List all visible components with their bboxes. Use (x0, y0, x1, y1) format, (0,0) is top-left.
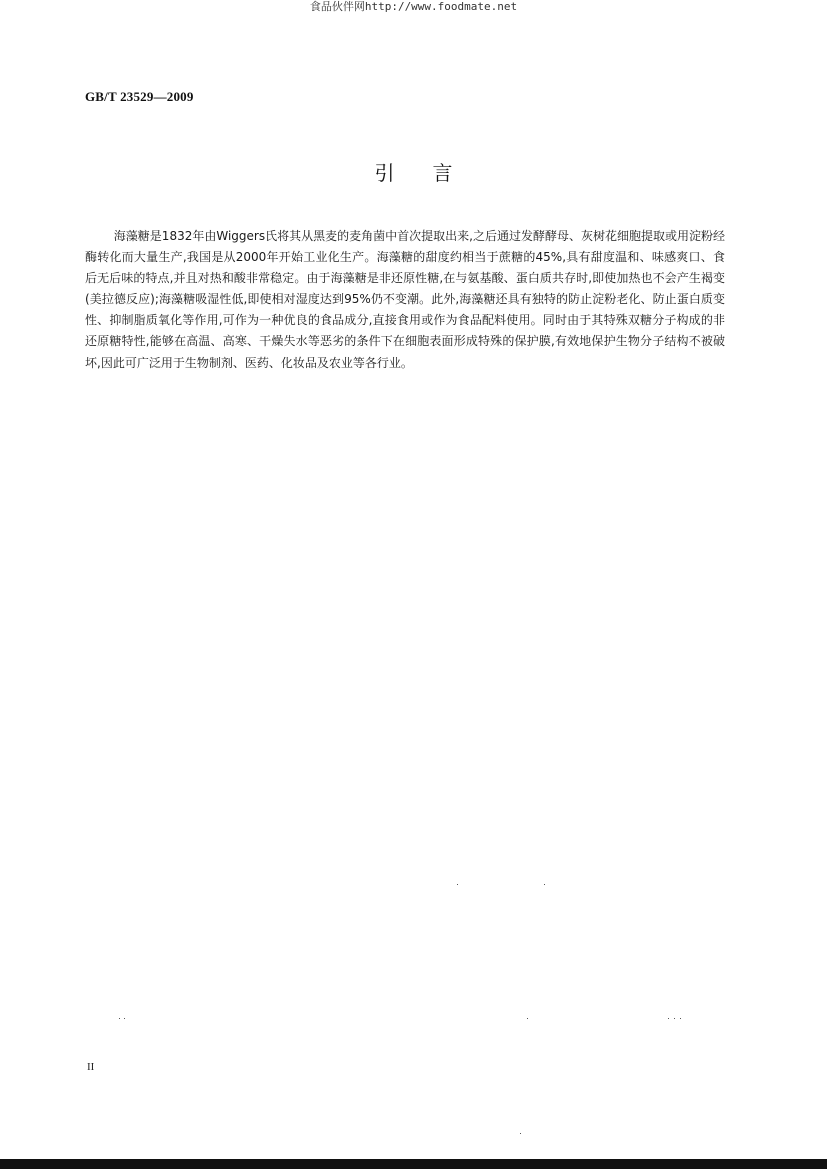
scan-edge (0, 1159, 827, 1169)
scan-speck (680, 1018, 681, 1019)
scan-speck (124, 1018, 125, 1019)
scan-speck (668, 1018, 669, 1019)
page-number: II (87, 1061, 95, 1073)
standard-number: GB/T 23529—2009 (85, 89, 194, 104)
scan-speck (119, 1018, 120, 1019)
scan-speck (674, 1018, 675, 1019)
scan-speck (457, 884, 458, 885)
body-paragraph: 海藻糖是1832年由Wiggers氏将其从黑麦的麦角菌中首次提取出来,之后通过发酵酵母、灰树花细胞提取或用淀粉经酶转化而大量生产,我国是从2000年开始工业化生产。海藻糖的甜度约相当于蔗糖的45%,具有甜度温和、味感爽口、食后无后味的特点,并且对热和酸非常稳定。由于海藻糖是非还原性糖,在与氨基酸、蛋白质共存时,即使加热也不会产生褐变(美拉德反应);海藻糖吸湿性低,即使相对湿度达到95%仍不变潮。此外,海藻糖还具有独特的防止淀粉老化、防止蛋白质变性、抑制脂质氧化等作用,可作为一种优良的食品成分,直接食用或作为食品配料使用。同时由于其特殊双糖分子构成的非还原糖特性,能够在高温、高寒、干燥失水等恶劣的条件下在细胞表面形成特殊的保护膜,有效地保护生物分子结构不被破坏,因此可广泛用于生物制剂、医药、化妆品及农业等各行业。 (85, 229, 725, 370)
section-title: 引言 (374, 161, 491, 185)
scan-speck (520, 1133, 521, 1134)
watermark: 食品伙伴网http://www.foodmate.net (309, 0, 518, 13)
scan-speck (544, 884, 545, 885)
scan-speck (527, 1018, 528, 1019)
